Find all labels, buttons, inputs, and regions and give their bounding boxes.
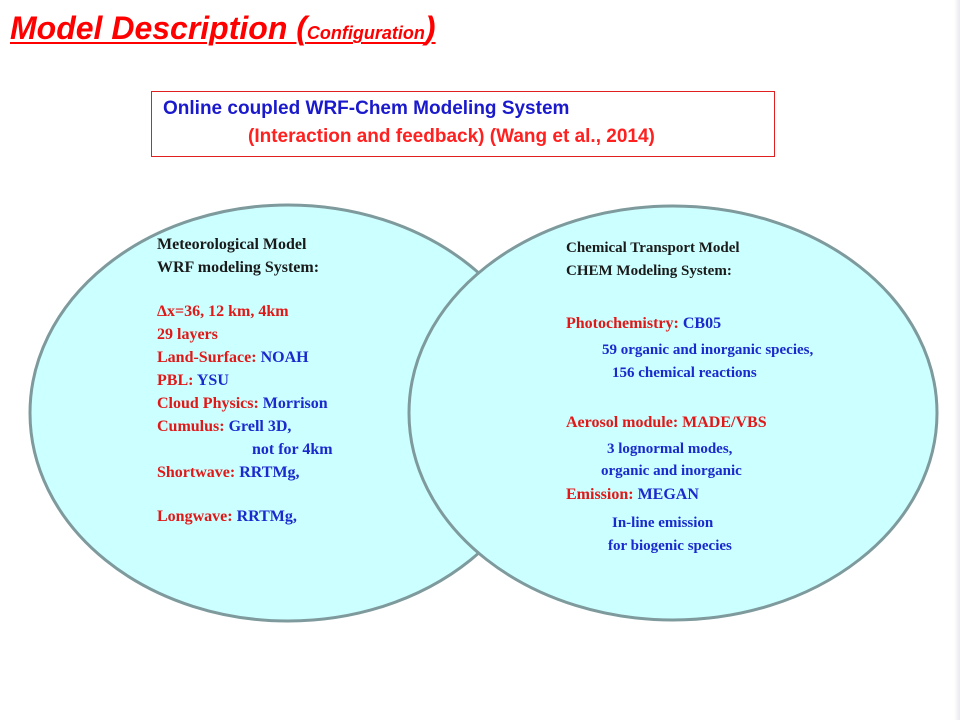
met-item-label: Longwave: xyxy=(157,508,237,525)
title-sub: Configuration xyxy=(306,23,425,43)
chem-aerosol-modes: 3 lognormal modes, xyxy=(607,441,733,457)
met-item-value: RRTMg, xyxy=(239,464,300,481)
chem-aerosol-types: organic and inorganic xyxy=(601,463,742,479)
met-item-longwave xyxy=(157,508,297,526)
met-item-cumulus xyxy=(157,418,291,436)
met-item-value: Morrison xyxy=(262,395,328,412)
feature-text: Interaction and feedback xyxy=(254,126,479,147)
met-item-value: not for 4km xyxy=(252,441,333,458)
met-item-cloud-physics xyxy=(157,395,328,413)
chem-emission-value: MEGAN xyxy=(637,486,699,503)
met-item-label: Shortwave: xyxy=(157,464,240,481)
met-item-label: Cloud Physics: xyxy=(157,395,263,412)
chem-heading-1: Chemical Transport Model xyxy=(566,240,740,256)
chem-emission-label: Emission: xyxy=(566,486,638,503)
chem-emission xyxy=(566,486,699,504)
chem-heading-2: CHEM Modeling System: xyxy=(566,263,732,279)
met-item-value: YSU xyxy=(196,372,229,389)
chem-photochem-reactions: 156 chemical reactions xyxy=(612,365,757,381)
chem-emission-biogenic: for biogenic species xyxy=(608,538,732,554)
met-item-value: NOAH xyxy=(260,349,309,366)
met-item-label: PBL: xyxy=(157,372,197,389)
chem-photochemistry xyxy=(566,315,721,333)
feature-open-paren: ( xyxy=(248,126,255,147)
met-item-label: Cumulus: xyxy=(157,418,229,435)
met-item-pbl xyxy=(157,372,229,390)
title-close: ) xyxy=(424,10,436,46)
met-item-value: RRTMg, xyxy=(236,508,297,525)
met-item-resolution: Δx=36, 12 km, 4km xyxy=(157,303,289,320)
chem-aerosol-module: Aerosol module: MADE/VBS xyxy=(566,414,767,431)
met-item-layers: 29 layers xyxy=(157,326,218,343)
chem-photochem-species: 59 organic and inorganic species, xyxy=(602,342,814,358)
chem-emission-inline: In-line emission xyxy=(612,515,714,531)
chem-photochem-label: Photochemistry: xyxy=(566,315,683,332)
chem-photochem-value: CB05 xyxy=(682,315,722,332)
met-item-value: Grell 3D, xyxy=(228,418,292,435)
met-heading-2: WRF modeling System: xyxy=(157,259,320,276)
feature-close-paren: ) xyxy=(478,126,485,147)
met-item-label: Land-Surface: xyxy=(157,349,261,366)
citation: (Wang et al., 2014) xyxy=(484,126,655,147)
model-system-name: Online coupled WRF-Chem Modeling System xyxy=(163,98,570,119)
met-heading-1: Meteorological Model xyxy=(157,236,307,253)
met-item-land-surface xyxy=(157,349,309,367)
met-item-cumulus-note xyxy=(252,441,333,459)
met-item-shortwave xyxy=(157,464,300,482)
title-main: Model Description ( xyxy=(10,10,307,46)
